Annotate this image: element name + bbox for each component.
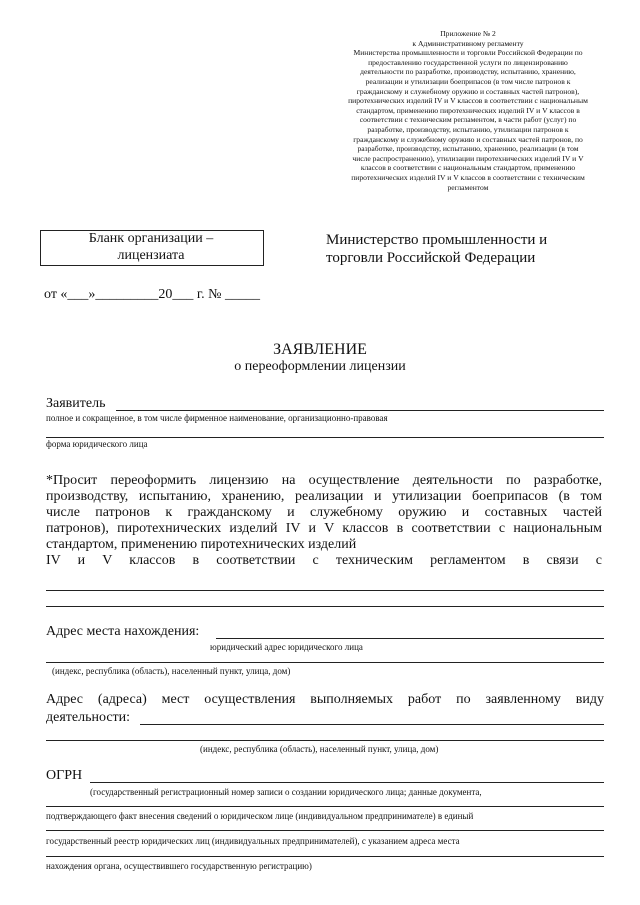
work-address-label-2: деятельности: xyxy=(46,710,131,725)
address-label: Адрес места нахождения: xyxy=(46,624,200,639)
applicant-note-2: форма юридического лица xyxy=(46,439,148,449)
ogrn-input-line-4[interactable] xyxy=(46,856,604,857)
ogrn-note-4: нахождения органа, осуществившего государственную регистрацию) xyxy=(46,861,312,871)
appendix-line: числе распространению), утилизации пиротехнических изделий IV и V xyxy=(352,153,584,163)
work-address-note: (индекс, республика (область), населенный пункт, улица, дом) xyxy=(200,744,439,754)
letterhead-label-line2: лицензиата xyxy=(117,248,185,263)
request-paragraph xyxy=(46,473,602,569)
ogrn-input-line-2[interactable] xyxy=(46,806,604,807)
request-line: стандартом, применению пиротехнических изделий xyxy=(46,537,357,552)
appendix-line: к Административному регламенту xyxy=(412,38,524,48)
ogrn-input-line[interactable] xyxy=(90,782,604,783)
ogrn-label: ОГРН xyxy=(46,768,83,783)
address-note: юридический адрес юридического лица xyxy=(210,642,363,652)
request-line: патронов), пиротехнических изделий IV и V классов в соответствии с национальным xyxy=(46,521,602,536)
ogrn-note-3: государственный реестр юридических лиц (индивидуальных предпринимателей), с указанием адреса места xyxy=(46,836,460,846)
reason-input-line-2[interactable] xyxy=(46,606,604,607)
request-line: *Просит переоформить лицензию на осуществление деятельности по разработке, xyxy=(46,473,602,488)
addressee-line1: Министерство промышленности и xyxy=(326,232,548,248)
appendix-line: пиротехнических изделий IV и V классов в соответствии с техническим xyxy=(351,172,585,182)
ogrn-note-2: подтверждающего факт внесения сведений о юридическом лице (индивидуальном предпринимателе) в единый xyxy=(46,811,474,821)
appendix-line: предоставлению государственной услуги по лицензированию xyxy=(368,57,568,67)
appendix-line: гражданскому и служебному оружию и составных частей патронов), xyxy=(356,86,580,96)
appendix-line: Приложение № 2 xyxy=(440,29,496,38)
appendix-line: классов в соответствии с национальным стандартом, применению xyxy=(360,163,576,173)
applicant-note: полное и сокращенное, в том числе фирменное наименование, организационно-правовая xyxy=(46,413,388,423)
appendix-line: соответствии с техническим регламентом, в части работ (услуг) по xyxy=(359,115,577,125)
appendix-line: Министерства промышленности и торговли Российской Федерации по xyxy=(353,48,583,58)
address-input-line-2[interactable] xyxy=(46,662,604,663)
address-note-2: (индекс, республика (область), населенный пункт, улица, дом) xyxy=(52,666,291,676)
appendix-line: разработке, производству, испытанию, утилизации патронов к xyxy=(367,124,569,134)
appendix-line: пиротехнических изделий IV и V классов в соответствии с национальным xyxy=(348,96,588,106)
ogrn-input-line-3[interactable] xyxy=(46,830,604,831)
appendix-line: стандартом, применению пиротехнических изделий IV и V классов в xyxy=(356,105,580,115)
addressee-line2: торговли Российской Федерации xyxy=(326,250,536,266)
request-line: IV и V классов в соответствии с техническим регламентом в связи с xyxy=(46,553,602,568)
appendix-line: разработке, производству, испытанию, хранению, реализации (в том xyxy=(357,144,579,154)
letterhead-label-line1: Бланк организации – xyxy=(88,231,214,246)
appendix-line: реализации и утилизации боеприпасов (в том числе патронов к xyxy=(365,76,571,86)
work-address-input-line[interactable] xyxy=(140,724,604,725)
appendix-line: регламентом xyxy=(447,182,489,192)
document-subtitle: о переоформлении лицензии xyxy=(234,359,406,374)
date-number-field[interactable]: от «___»_________20___ г. № _____ xyxy=(44,287,260,302)
appendix-line: гражданскому и служебному оружию и составных частей патронов, по xyxy=(353,134,583,144)
address-input-line[interactable] xyxy=(216,638,604,639)
ogrn-note: (государственный регистрационный номер записи о создании юридического лица; данные документа, xyxy=(90,787,482,797)
appendix-line: деятельности по разработке, производству, испытанию, хранению, xyxy=(360,67,576,77)
appendix-header xyxy=(322,29,614,192)
request-line: производству, испытанию, хранению, реализации и утилизации боеприпасов (в том xyxy=(46,489,602,504)
applicant-input-line-2[interactable] xyxy=(46,437,604,438)
work-address-input-line-2[interactable] xyxy=(46,740,604,741)
addressee xyxy=(326,231,586,267)
request-line: числе патронов к гражданскому и служебному оружию и составных частей xyxy=(46,505,602,520)
applicant-label: Заявитель xyxy=(46,396,106,411)
work-address-label: Адрес (адреса) мест осуществления выполняемых работ по заявленному виду xyxy=(46,692,604,707)
applicant-input-line[interactable] xyxy=(116,410,604,411)
reason-input-line[interactable] xyxy=(46,590,604,591)
document-title: ЗАЯВЛЕНИЕ xyxy=(273,341,367,358)
